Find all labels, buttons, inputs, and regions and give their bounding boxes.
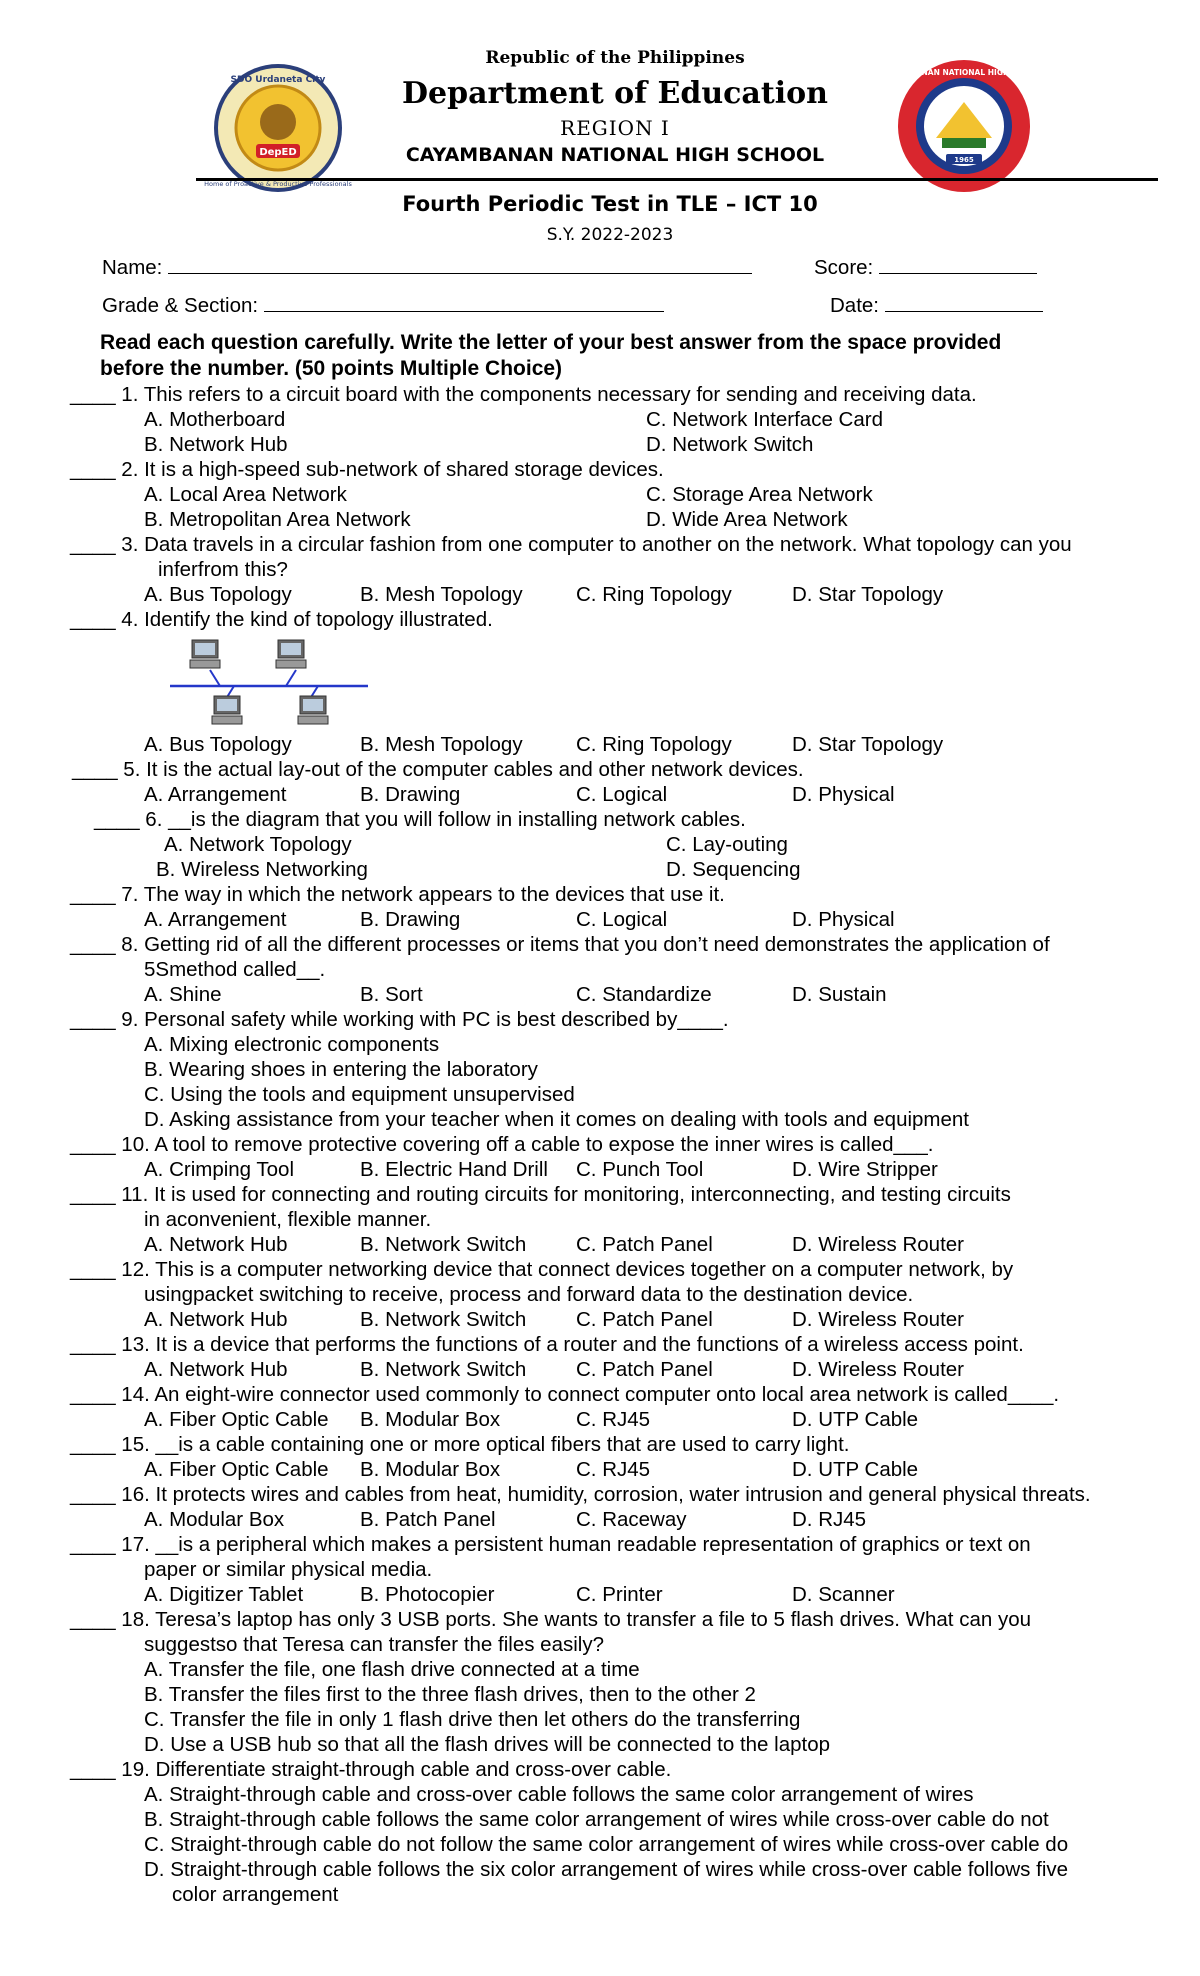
question-text-line: ____ 1. This refers to a circuit board with the components necessary for sending and receiving data. [70, 383, 977, 406]
question-text-line: ____ 16. It protects wires and cables from heat, humidity, corrosion, water intrusion and general physical threats. [70, 1483, 1091, 1506]
question-text-line: ____ 5. It is the actual lay-out of the computer cables and other network devices. [72, 758, 804, 781]
question-text-line: A. Transfer the file, one flash drive connected at a time [144, 1658, 640, 1681]
question-text-line: D. UTP Cable [792, 1458, 919, 1481]
question-text-line: B. Mesh Topology [360, 583, 523, 606]
question-text-line: in aconvenient, flexible manner. [144, 1208, 432, 1231]
question-text-line: ____ 6. __is the diagram that you will follow in installing network cables. [94, 808, 746, 831]
svg-text:Home of Proactive & Productive: Home of Proactive & Productive Professionals [204, 180, 352, 188]
question-text-line: C. Patch Panel [576, 1233, 713, 1256]
score-field[interactable]: Score: [814, 255, 1037, 280]
question-text-line: A. Network Hub [144, 1233, 288, 1256]
question-text-line: usingpacket switching to receive, process and forward data to the destination device. [144, 1283, 914, 1306]
instructions-line-2: before the number. (50 points Multiple Choice) [100, 357, 563, 380]
question-text-line: D. Use a USB hub so that all the flash drives will be connected to the laptop [144, 1733, 830, 1756]
question-text-line: B. Drawing [360, 908, 461, 931]
question-text-line: inferfrom this? [158, 558, 288, 581]
question-text-line: C. Ring Topology [576, 583, 732, 606]
question-text-line: A. Motherboard [144, 408, 286, 431]
instructions-line-1: Read each question carefully. Write the letter of your best answer from the space provided [100, 331, 1002, 354]
question-text-line: B. Modular Box [360, 1408, 501, 1431]
grade-section-field[interactable]: Grade & Section: [102, 293, 664, 318]
question-text-line: A. Fiber Optic Cable [144, 1408, 329, 1431]
question-text-line: D. Star Topology [792, 733, 944, 756]
question-text-line: ____ 14. An eight-wire connector used commonly to connect computer onto local area network is called____. [70, 1383, 1060, 1406]
question-text-line: D. Physical [792, 908, 895, 931]
question-text-line: A. Network Hub [144, 1308, 288, 1331]
question-text-line: D. Scanner [792, 1583, 895, 1606]
question-text-line: D. Star Topology [792, 583, 944, 606]
question-text-line: B. Network Switch [360, 1233, 527, 1256]
question-text-line: D. Network Switch [646, 433, 814, 456]
svg-text:SDO Urdaneta City: SDO Urdaneta City [230, 75, 326, 85]
question-text-line: D. Wireless Router [792, 1308, 965, 1331]
question-text-line: color arrangement [172, 1883, 339, 1906]
computer-icon [212, 696, 242, 724]
question-text-line: B. Sort [360, 983, 423, 1006]
question-text-line: D. Asking assistance from your teacher when it comes on dealing with tools and equipment [144, 1108, 969, 1131]
question-text-line: C. RJ45 [576, 1458, 651, 1481]
question-text-line: A. Modular Box [144, 1508, 285, 1531]
question-text-line: ____ 8. Getting rid of all the different processes or items that you don’t need demonstrates the application of [70, 933, 1050, 956]
question-text-line: B. Network Switch [360, 1358, 527, 1381]
computer-icon [276, 640, 306, 668]
question-text-line: A. Shine [144, 983, 222, 1006]
question-text-line: B. Modular Box [360, 1458, 501, 1481]
question-text-line: A. Straight-through cable and cross-over cable follows the same color arrangement of wires [144, 1783, 974, 1806]
question-text-line: B. Network Hub [144, 433, 288, 456]
question-text-line: A. Network Hub [144, 1358, 288, 1381]
question-text-line: B. Patch Panel [360, 1508, 496, 1531]
school-year: S.Y. 2022-2023 [546, 225, 674, 245]
question-text-line: B. Photocopier [360, 1583, 495, 1606]
svg-text:CAYAMBANAN NATIONAL HIGH SCHOO: CAYAMBANAN NATIONAL HIGH SCHOOL [881, 68, 1047, 77]
name-field[interactable]: Name: [102, 255, 752, 280]
question-text-line: ____ 10. A tool to remove protective covering off a cable to expose the inner wires is called___. [70, 1133, 934, 1156]
question-text-line: ____ 7. The way in which the network appears to the devices that use it. [70, 883, 725, 906]
question-text-line: C. Logical [576, 908, 668, 931]
question-text-line: paper or similar physical media. [144, 1558, 433, 1581]
question-text-line: D. UTP Cable [792, 1408, 919, 1431]
question-text-line: D. Wireless Router [792, 1233, 965, 1256]
question-text-line: B. Electric Hand Drill [360, 1158, 548, 1181]
question-text-line: ____ 9. Personal safety while working with PC is best described by____. [70, 1008, 729, 1031]
question-text-line: B. Mesh Topology [360, 733, 523, 756]
question-text-line: ____ 17. __is a peripheral which makes a persistent human readable representation of graphics or text on [70, 1533, 1031, 1556]
question-text-line: C. Straight-through cable do not follow the same color arrangement of wires while cross-over cable do [144, 1833, 1069, 1856]
question-text-line: C. Standardize [576, 983, 712, 1006]
question-text-line: A. Bus Topology [144, 583, 292, 606]
question-text-line: B. Wireless Networking [156, 858, 368, 881]
question-text-line: A. Local Area Network [144, 483, 347, 506]
question-text-line: C. Patch Panel [576, 1358, 713, 1381]
computer-icon [190, 640, 220, 668]
question-text-line: ____ 19. Differentiate straight-through cable and cross-over cable. [70, 1758, 672, 1781]
question-text-line: A. Arrangement [144, 908, 287, 931]
question-text-line: C. Logical [576, 783, 668, 806]
question-text-line: 5Smethod called__. [144, 958, 326, 981]
question-text-line: C. Punch Tool [576, 1158, 704, 1181]
question-text-line: B. Drawing [360, 783, 461, 806]
question-text-line: C. Using the tools and equipment unsupervised [144, 1083, 575, 1106]
question-text-line: A. Fiber Optic Cable [144, 1458, 329, 1481]
question-text-line: D. Wire Stripper [792, 1158, 938, 1181]
question-text-line: ____ 13. It is a device that performs the functions of a router and the functions of a wireless access point. [70, 1333, 1024, 1356]
question-text-line: ____ 2. It is a high-speed sub-network of shared storage devices. [70, 458, 664, 481]
question-text-line: A. Crimping Tool [144, 1158, 295, 1181]
question-text-line: C. Ring Topology [576, 733, 732, 756]
question-text-line: B. Metropolitan Area Network [144, 508, 411, 531]
question-text-line: ____ 4. Identify the kind of topology illustrated. [70, 608, 493, 631]
test-title: Fourth Periodic Test in TLE – ICT 10 [402, 192, 818, 216]
bus-topology-diagram [168, 636, 378, 732]
question-text-line: C. Storage Area Network [646, 483, 873, 506]
question-text-line: D. Wireless Router [792, 1358, 965, 1381]
question-text-line: C. RJ45 [576, 1408, 651, 1431]
department-header: Department of Education [402, 76, 828, 111]
question-text-line: B. Straight-through cable follows the same color arrangement of wires while cross-over cable do not [144, 1808, 1049, 1831]
question-text-line: D. Sequencing [666, 858, 801, 881]
region-header: REGION I [560, 116, 670, 140]
school-header: CAYAMBANAN NATIONAL HIGH SCHOOL [405, 144, 825, 166]
question-text-line: ____ 11. It is used for connecting and routing circuits for monitoring, interconnecting, and testing circuits [70, 1183, 1011, 1206]
question-text-line: ____ 18. Teresa’s laptop has only 3 USB ports. She wants to transfer a file to 5 flash drives. What can you [70, 1608, 1031, 1631]
question-text-line: C. Raceway [576, 1508, 687, 1531]
question-text-line: A. Mixing electronic components [144, 1033, 440, 1056]
question-text-line: C. Patch Panel [576, 1308, 713, 1331]
question-text-line: D. Physical [792, 783, 895, 806]
svg-text:1965: 1965 [954, 156, 974, 164]
question-text-line: ____ 3. Data travels in a circular fashion from one computer to another on the network. What topology can you [70, 533, 1072, 556]
question-text-line: C. Network Interface Card [646, 408, 883, 431]
question-text-line: B. Network Switch [360, 1308, 527, 1331]
question-text-line: D. Straight-through cable follows the six color arrangement of wires while cross-over cable follows five [144, 1858, 1069, 1881]
question-text-line: B. Wearing shoes in entering the laboratory [144, 1058, 538, 1081]
question-text-line: D. Sustain [792, 983, 887, 1006]
computer-icon [298, 696, 328, 724]
question-text-line: C. Transfer the file in only 1 flash drive then let others do the transferring [144, 1708, 801, 1731]
republic-header: Republic of the Philippines [485, 48, 745, 68]
header-rule [196, 178, 1158, 181]
question-text-line: D. RJ45 [792, 1508, 867, 1531]
svg-text:DepED: DepED [259, 147, 297, 158]
question-text-line: A. Network Topology [164, 833, 352, 856]
question-text-line: suggestso that Teresa can transfer the files easily? [144, 1633, 604, 1656]
date-field[interactable]: Date: [830, 293, 1043, 318]
question-text-line: D. Wide Area Network [646, 508, 848, 531]
question-text-line: ____ 15. __is a cable containing one or more optical fibers that are used to carry light. [70, 1433, 850, 1456]
question-text-line: A. Digitizer Tablet [144, 1583, 304, 1606]
question-text-line: A. Arrangement [144, 783, 287, 806]
question-text-line: C. Printer [576, 1583, 663, 1606]
question-text-line: B. Transfer the files first to the three flash drives, then to the other 2 [144, 1683, 756, 1706]
question-text-line: A. Bus Topology [144, 733, 292, 756]
question-text-line: C. Lay-outing [666, 833, 788, 856]
question-text-line: ____ 12. This is a computer networking device that connect devices together on a computer network, by [70, 1258, 1014, 1281]
